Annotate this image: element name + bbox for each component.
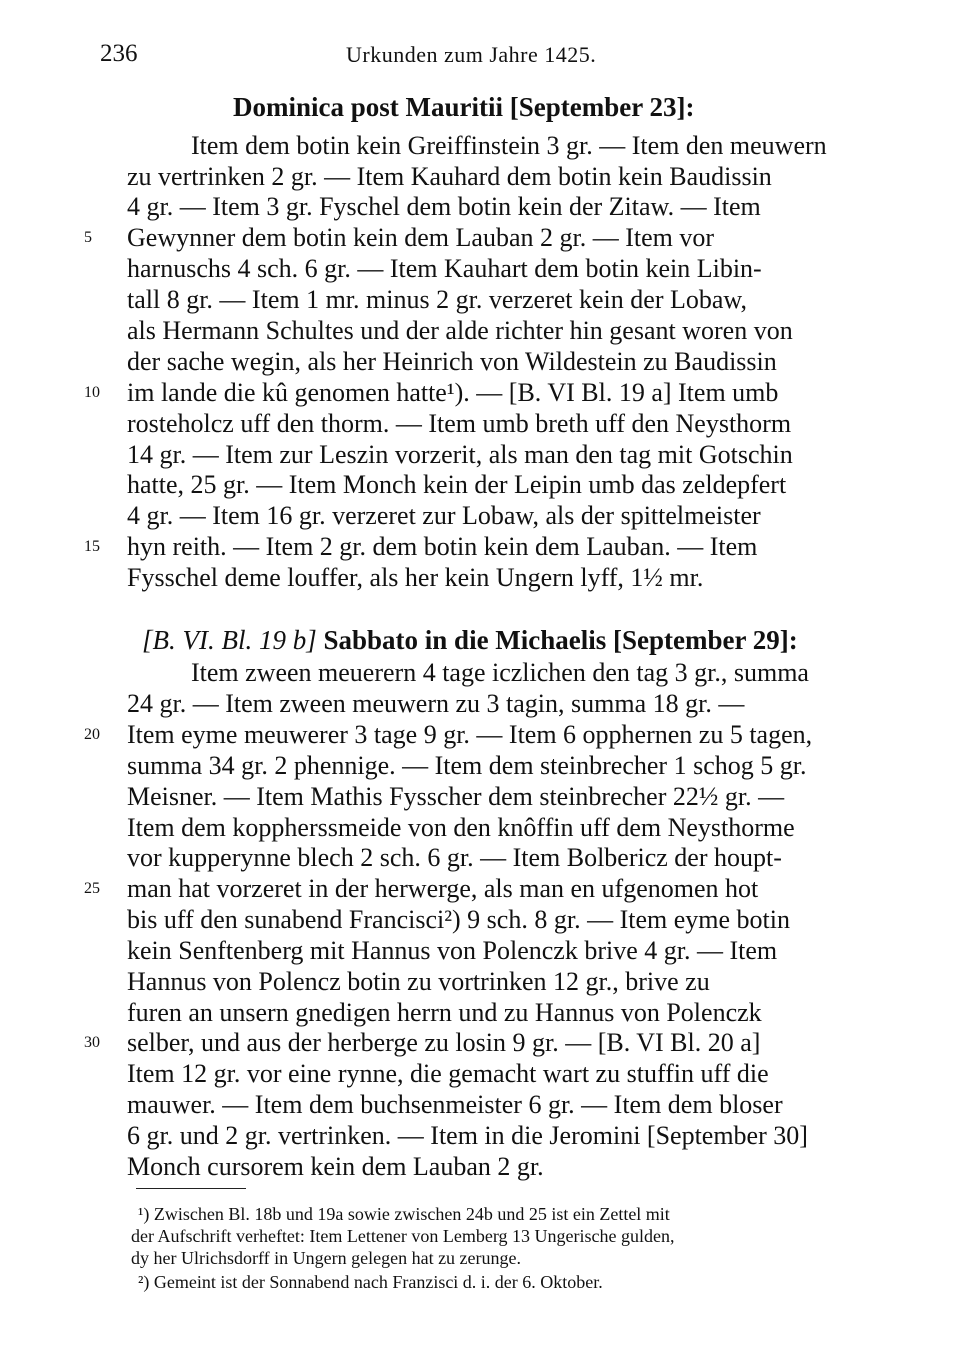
text-line: harnuschs 4 sch. 6 gr. — Item Kauhart dem botin kein Libin- [127, 254, 762, 283]
text-line: man hat vorzeret in der herwerge, als man en ufgenomen hot [127, 874, 759, 903]
text-line: vor kupperynne blech 2 sch. 6 gr. — Item Bolbericz der houpt- [127, 843, 782, 872]
footnote-line: ¹) Zwischen Bl. 18b und 19a sowie zwischen 24b und 25 ist ein Zettel mit [138, 1204, 670, 1224]
text-line: im lande die kû genomen hatte¹). — [B. VI Bl. 19 a] Item umb [127, 378, 779, 407]
text-line: Item dem botin kein Greiffinstein 3 gr. — Item den meuwern [191, 131, 827, 160]
footnote-line: der Aufschrift verheftet: Item Lettener von Lemberg 13 Ungerische gulden, [131, 1226, 675, 1246]
text-line: Gewynner dem botin kein dem Lauban 2 gr. — Item vor [127, 223, 715, 252]
page-header [100, 40, 860, 70]
text-line: Fysschel deme louffer, als her kein Ungern lyff, 1½ mr. [127, 563, 704, 592]
text-line: der sache wegin, als her Heinrich von Wildestein zu Baudissin [127, 347, 777, 376]
section-heading [142, 625, 798, 656]
text-line: summa 34 gr. 2 phennige. — Item dem steinbrecher 1 schog 5 gr. [127, 751, 807, 780]
running-head: Urkunden zum Jahre 1425. [346, 42, 597, 67]
line-number: 25 [84, 880, 100, 897]
line-number: 20 [84, 726, 100, 743]
section-heading-text: Sabbato in die Michaelis [September 29]: [323, 625, 798, 655]
text-line: zu vertrinken 2 gr. — Item Kauhard dem botin kein Baudissin [127, 162, 772, 191]
page-number: 236 [100, 40, 138, 67]
text-line: rosteholcz uff den thorm. — Item umb breth uff den Neysthorm [127, 409, 792, 438]
text-line: kein Senftenberg mit Hannus von Polenczk brive 4 gr. — Item [127, 936, 778, 965]
text-line: Item zween meuerern 4 tage iczlichen den tag 3 gr., summa [191, 658, 809, 687]
footnote-divider [136, 1188, 246, 1189]
text-line: 4 gr. — Item 3 gr. Fyschel dem botin kein der Zitaw. — Item [127, 192, 761, 221]
text-line: mauwer. — Item dem buchsenmeister 6 gr. — Item dem bloser [127, 1090, 783, 1119]
line-number: 30 [84, 1034, 100, 1051]
text-line: Hannus von Polencz botin zu vortrinken 12 gr., brive zu [127, 967, 710, 996]
footnote-line: dy her Ulrichsdorff in Ungern gelegen hat zu zerunge. [131, 1248, 522, 1268]
text-line: Item eyme meuwerer 3 tage 9 gr. — Item 6 opphernen zu 5 tagen, [127, 720, 813, 749]
text-line: 14 gr. — Item zur Leszin vorzerit, als man den tag mit Gotschin [127, 440, 793, 469]
text-line: Item dem koppherssmeide von den knôffin uff dem Neysthorme [127, 813, 795, 842]
text-line: furen an unsern gnedigen herrn und zu Hannus von Polenczk [127, 998, 762, 1027]
line-number: 15 [84, 538, 100, 555]
text-line: 6 gr. und 2 gr. vertrinken. — Item in die Jeromini [September 30] [127, 1121, 808, 1150]
text-line: Item 12 gr. vor eine rynne, die gemacht wart zu stuffin uff die [127, 1059, 769, 1088]
text-line: 4 gr. — Item 16 gr. verzeret zur Lobaw, als der spittelmeister [127, 501, 761, 530]
text-line: als Hermann Schultes und der alde richter hin gesant woren von [127, 316, 793, 345]
text-line: Monch cursorem kein dem Lauban 2 gr. [127, 1152, 544, 1181]
text-line: Meisner. — Item Mathis Fysscher dem steinbrecher 22½ gr. — [127, 782, 785, 811]
text-line: selber, und aus der herberge zu losin 9 gr. — [B. VI Bl. 20 a] [127, 1028, 761, 1057]
footnote-line: ²) Gemeint ist der Sonnabend nach Franzisci d. i. der 6. Oktober. [138, 1272, 603, 1292]
folio-reference: [B. VI. Bl. 19 b] [142, 625, 317, 655]
text-line: 24 gr. — Item zween meuwern zu 3 tagin, summa 18 gr. — [127, 689, 745, 718]
section-heading: Dominica post Mauritii [September 23]: [233, 92, 695, 122]
text-line: hyn reith. — Item 2 gr. dem botin kein dem Lauban. — Item [127, 532, 758, 561]
text-line: hatte, 25 gr. — Item Monch kein der Leipin umb das zeldepfert [127, 470, 787, 499]
text-line: bis uff den sunabend Francisci²) 9 sch. 8 gr. — Item eyme botin [127, 905, 790, 934]
text-line: tall 8 gr. — Item 1 mr. minus 2 gr. verzeret kein der Lobaw, [127, 285, 747, 314]
line-number: 5 [84, 229, 92, 246]
line-number: 10 [84, 384, 100, 401]
